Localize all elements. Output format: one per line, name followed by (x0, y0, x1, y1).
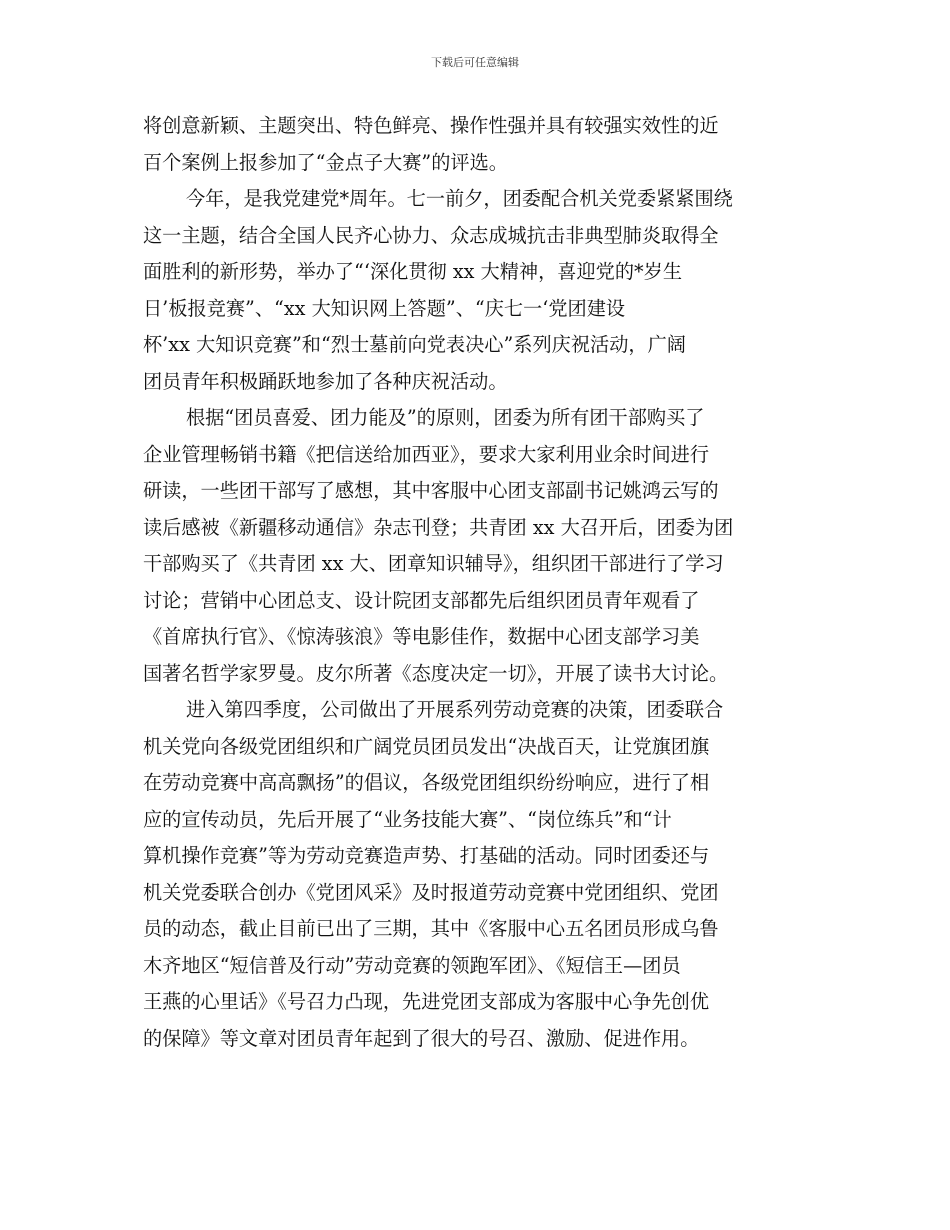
text-line: 读后感被《新疆移动通信》杂志刊登；共青团 xx 大召开后，团委为团 (143, 515, 734, 539)
paragraph-first-line: 今年，是我党建党*周年。七一前夕，团委配合机关党委紧紧围绕 (186, 187, 733, 210)
text-line: 木齐地区“短信普及行动”劳动竞赛的领跑军团》、《短信王—团员 (143, 953, 681, 977)
text-line: 团员青年积极踊跃地参加了各种庆祝活动。 (143, 369, 508, 393)
text-line: 王燕的心里话》《号召力凸现，先进党团支部成为客服中心争先创优 (143, 990, 710, 1013)
paragraph-first-line: 根据“团员喜爱、团力能及”的原则，团委为所有团干部购买了 (186, 406, 705, 429)
text-line: 百个案例上报参加了“金点子大赛”的评选。 (143, 150, 508, 174)
text-line: 这一主题，结合全国人民齐心协力、众志成城抗击非典型肺炎取得全 (143, 223, 719, 247)
text-line: 机关党向各级党团组织和广阔党员团员发出“决战百天，让党旗团旗 (143, 734, 710, 758)
text-line: 研读，一些团干部写了感想，其中客服中心团支部副书记姚鸿云写的 (143, 479, 719, 502)
text-line: 讨论；营销中心团总支、设计院团支部都先后组织团员青年观看了 (143, 588, 700, 612)
document-body (143, 108, 813, 1057)
text-line: 国著名哲学家罗曼。皮尔所著《态度决定一切》，开展了读书大讨论。 (143, 661, 729, 685)
text-line: 面胜利的新形势，举办了“‘深化贯彻 xx 大精神，喜迎党的*岁生 (143, 260, 683, 283)
text-line: 企业管理畅销书籍《把信送给加西亚》，要求大家利用业余时间进行 (143, 442, 710, 466)
text-line: 《首席执行官》、《惊涛骇浪》等电影佳作，数据中心团支部学习美 (143, 625, 700, 648)
text-line: 机关党委联合创办《党团风采》及时报道劳动竞赛中党团组织、党团 (143, 880, 719, 904)
text-line: 将创意新颖、主题突出、特色鲜亮、操作性强并具有较强实效性的近 (143, 114, 719, 137)
text-line: 杯’xx 大知识竞赛”和“烈士墓前向党表决心”系列庆祝活动，广阔 (143, 333, 686, 356)
text-line: 在劳动竞赛中高高飘扬”的倡议，各级党团组织纷纷响应，进行了相 (143, 771, 710, 794)
text-line: 员的动态，截止目前已出了三期，其中《客服中心五名团员形成乌鲁 (143, 917, 719, 940)
text-line: 应的宣传动员，先后开展了“业务技能大赛”、“岗位练兵”和“计 (143, 807, 672, 831)
text-line: 算机操作竞赛”等为劳动竞赛造声势、打基础的活动。同时团委还与 (143, 844, 710, 867)
text-line: 干部购买了《共青团 xx 大、团章知识辅导》，组织团干部进行了学习 (143, 552, 724, 575)
paragraph-first-line: 进入第四季度，公司做出了开展系列劳动竞赛的决策，团委联合 (186, 698, 724, 721)
page-header: 下载后可任意编辑 (431, 56, 519, 69)
text-line: 的保障》等文章对团员青年起到了很大的号召、激励、促进作用。 (143, 1026, 700, 1050)
text-line: 日’板报竞赛”、“xx 大知识网上答题”、“庆七一‘党团建设 (143, 296, 626, 320)
